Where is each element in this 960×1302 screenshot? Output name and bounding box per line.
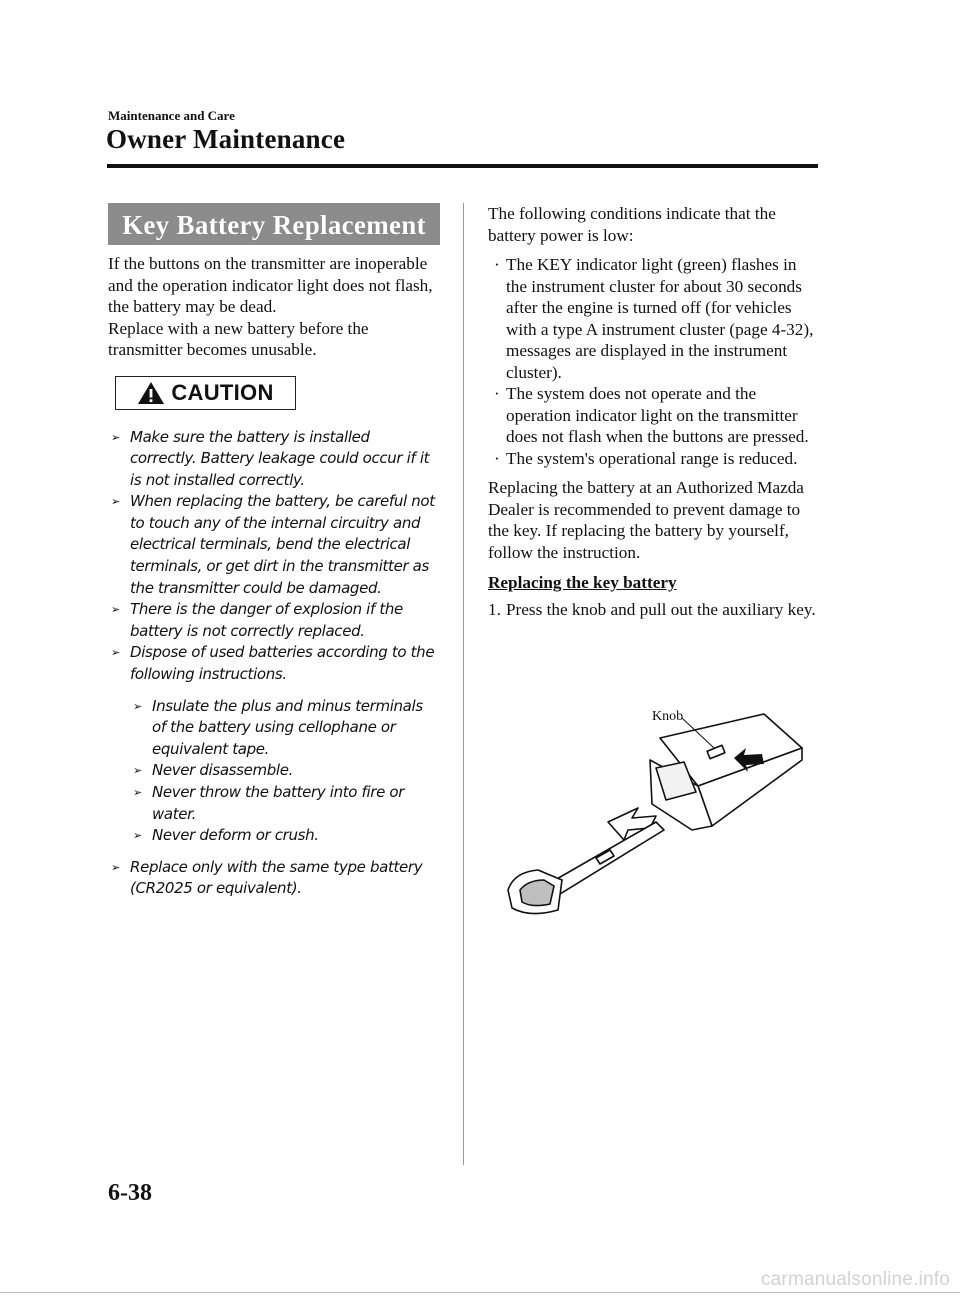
condition-list <box>488 254 818 469</box>
right-column <box>488 203 818 620</box>
arrow-bullet-icon: ➢ <box>111 860 120 874</box>
dot-bullet-icon: · <box>494 448 500 468</box>
caution-item: ➢ Make sure the battery is installed correctly. Battery leakage could occur if it is not installed correctly. <box>111 427 430 489</box>
condition-item: · The KEY indicator light (green) flashes in the instrument cluster for about 30 seconds after the engine is turned off (for vehicles with a type A instrument cluster (page 4-32), messages are displayed in the instrument cluster). <box>494 255 814 382</box>
arrow-bullet-icon: ➢ <box>133 786 142 799</box>
condition-item: · The system's operational range is reduced. <box>494 448 798 468</box>
arrow-bullet-icon: ➢ <box>111 495 120 509</box>
replace-note: Replace with a new battery before the transmitter becomes unusable. <box>108 318 369 359</box>
condition-item: · The system does not operate and the operation indicator light on the transmitter does not flash when the buttons are pressed. <box>494 384 809 446</box>
footer-rule <box>0 1292 960 1293</box>
arrow-bullet-icon: ➢ <box>111 646 120 660</box>
caution-label: CAUTION <box>171 379 274 405</box>
column-divider <box>463 203 464 1165</box>
title-rule <box>107 164 818 168</box>
page-title: Owner Maintenance <box>106 124 346 154</box>
caution-item: ➢ When replacing the battery, be careful not to touch any of the internal circuitry and electrical terminals, bend the electrical terminals, or get dirt in the transmitter as the transmitter could be damaged. <box>111 492 435 597</box>
arrow-bullet-icon: ➢ <box>111 603 120 617</box>
arrow-bullet-icon: ➢ <box>111 430 120 444</box>
disposal-item: ➢ Never deform or crush. <box>130 825 440 847</box>
site-watermark: carmanualsonline.info <box>760 1269 950 1290</box>
caution-box <box>115 376 296 410</box>
caution-item: ➢ Dispose of used batteries according to the following instructions. ➢ Insulate the plus and minus terminals of the battery using cellophane or equivalent tape. ➢ Never disassemble. ➢ Never throw the battery into fire or water. ➢ Never deform or crush. <box>108 642 440 846</box>
arrow-bullet-icon: ➢ <box>133 699 142 713</box>
section-heading: Key Battery Replacement <box>108 203 440 245</box>
page-number: 6-38 <box>108 1180 152 1206</box>
step-text: Press the knob and pull out the auxiliary key. <box>506 599 816 619</box>
procedure-step <box>488 599 818 621</box>
disposal-item: ➢ Insulate the plus and minus terminals of the battery using cellophane or equivalent tape. <box>133 696 423 758</box>
disposal-item: ➢ Never disassemble. <box>130 760 440 782</box>
warning-triangle-icon <box>137 381 165 405</box>
disposal-sub-list <box>130 696 440 847</box>
step-number: 1. <box>488 599 501 619</box>
procedure-subheading: Replacing the key battery <box>488 573 677 592</box>
arrow-bullet-icon: ➢ <box>133 764 142 778</box>
low-battery-lead: The following conditions indicate that the battery power is low: <box>488 204 776 245</box>
caution-list <box>108 427 440 900</box>
breadcrumb: Maintenance and Care <box>108 108 235 123</box>
left-column <box>108 203 440 900</box>
dot-bullet-icon: · <box>494 255 500 274</box>
arrow-bullet-icon: ➢ <box>133 829 142 843</box>
intro-paragraph: If the buttons on the transmitter are inoperable and the operation indicator light does not flash, the battery may be dead. <box>108 254 433 316</box>
disposal-item: ➢ Never throw the battery into fire or water. <box>133 783 405 823</box>
caution-item: ➢ There is the danger of explosion if the battery is not correctly replaced. <box>111 600 403 640</box>
key-illustration <box>500 704 810 920</box>
caution-item: ➢ Replace only with the same type battery (CR2025 or equivalent). <box>111 857 423 898</box>
dealer-recommendation: Replacing the battery at an Authorized Mazda Dealer is recommended to prevent damage to the key. If replacing the battery by yourself, follow the instruction. <box>488 478 804 562</box>
knob-label: Knob <box>652 709 684 724</box>
dot-bullet-icon: · <box>494 384 500 403</box>
